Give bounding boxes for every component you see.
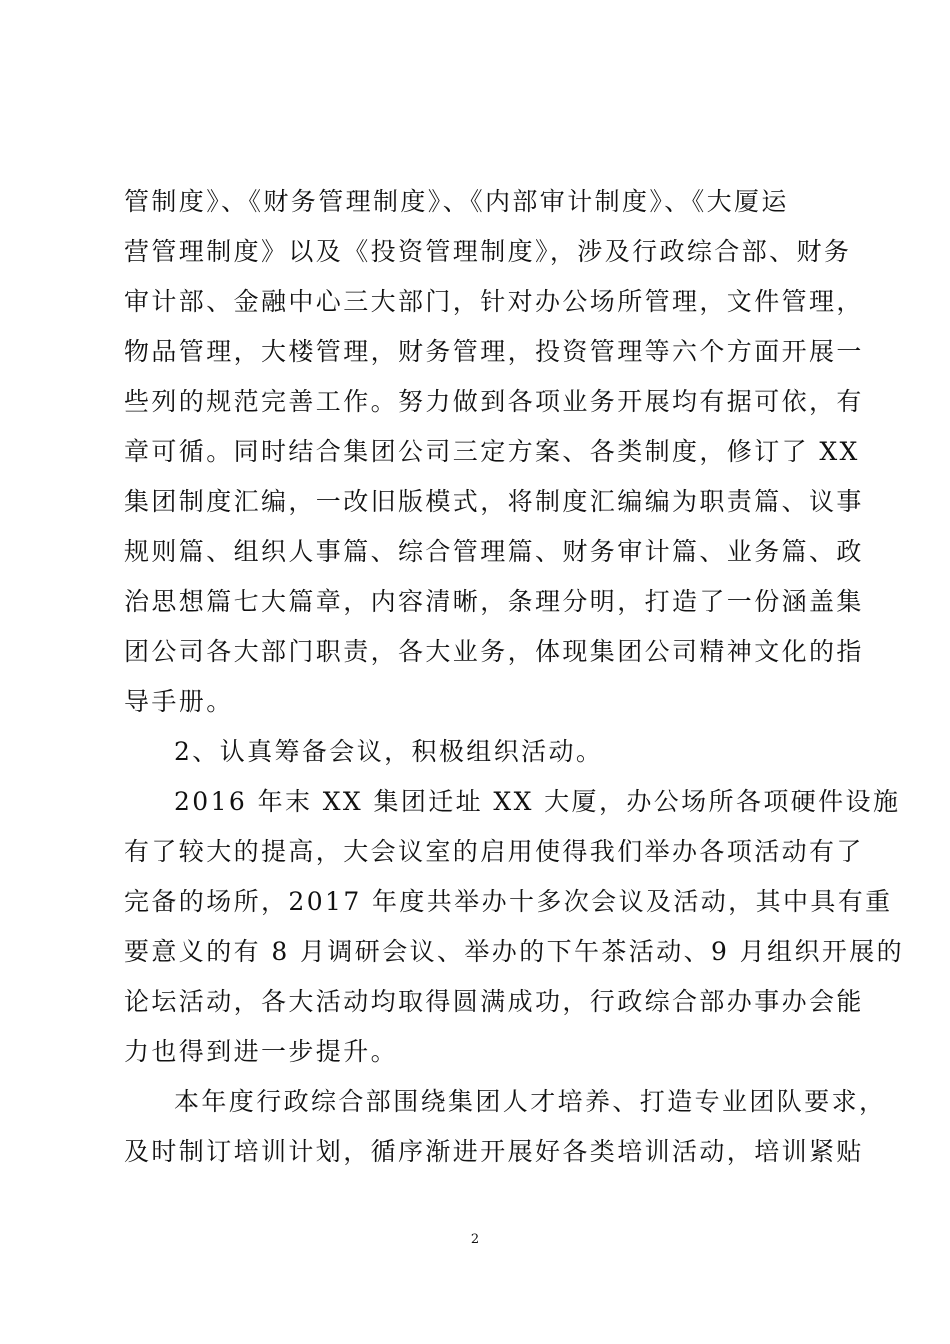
paragraph-line: 有了较大的提高，大会议室的启用使得我们举办各项活动有了 — [124, 837, 864, 866]
page-number: 2 — [470, 1232, 480, 1247]
paragraph-line: 及时制订培训计划，循序渐进开展好各类培训活动，培训紧贴 — [124, 1137, 864, 1166]
paragraph-line: 导手册。 — [124, 687, 234, 716]
paragraph-line: 管制度》、《财务管理制度》、《内部审计制度》、《大厦运 — [124, 187, 789, 216]
paragraph-line: 章可循。同时结合集团公司三定方案、各类制度，修订了 XX — [124, 437, 860, 466]
paragraph-line: 集团制度汇编，一改旧版模式，将制度汇编编为职责篇、议事 — [124, 487, 864, 516]
paragraph-line: 治思想篇七大篇章，内容清晰，条理分明，打造了一份涵盖集 — [124, 587, 864, 616]
paragraph-line: 审计部、金融中心三大部门，针对办公场所管理，文件管理， — [124, 287, 864, 316]
paragraph-line: 2016 年末 XX 集团迁址 XX 大厦，办公场所各项硬件设施 — [174, 787, 901, 816]
paragraph-line: 些列的规范完善工作。努力做到各项业务开展均有据可依，有 — [124, 387, 864, 416]
section-heading: 2、认真筹备会议，积极组织活动。 — [174, 737, 604, 766]
paragraph-line: 论坛活动，各大活动均取得圆满成功，行政综合部办事办会能 — [124, 987, 864, 1016]
paragraph-line: 规则篇、组织人事篇、综合管理篇、财务审计篇、业务篇、政 — [124, 537, 864, 566]
paragraph-line: 力也得到进一步提升。 — [124, 1037, 399, 1066]
paragraph-line: 完备的场所，2017 年度共举办十多次会议及活动，其中具有重 — [124, 887, 893, 916]
paragraph-line: 要意义的有 8 月调研会议、举办的下午茶活动、9 月组织开展的 — [124, 937, 905, 966]
paragraph-line: 物品管理，大楼管理，财务管理，投资管理等六个方面开展一 — [124, 337, 864, 366]
paragraph-line: 团公司各大部门职责，各大业务，体现集团公司精神文化的指 — [124, 637, 864, 666]
paragraph-line: 营管理制度》以及《投资管理制度》，涉及行政综合部、财务 — [124, 237, 852, 266]
paragraph-line: 本年度行政综合部围绕集团人才培养、打造专业团队要求， — [174, 1087, 887, 1116]
